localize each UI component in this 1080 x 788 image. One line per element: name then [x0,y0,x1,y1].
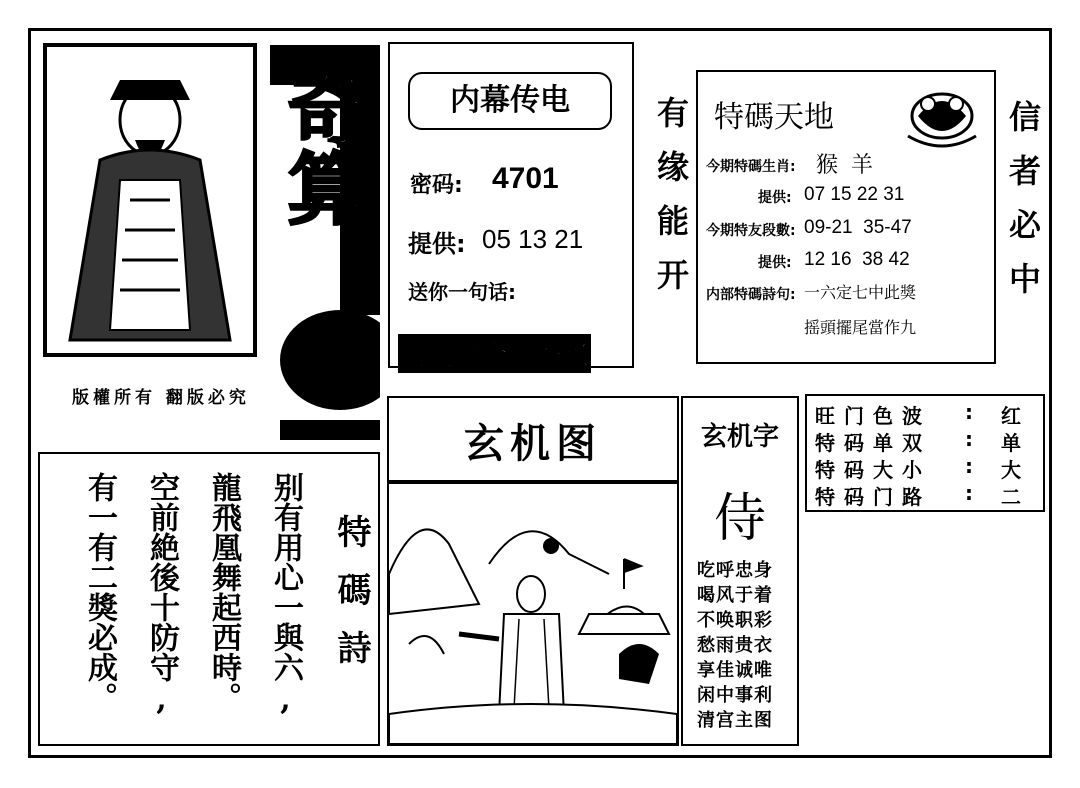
stats-table [805,394,1045,512]
shiju-line1: 一六定七中此獎 [804,283,917,302]
duanshu-value: 09-21 35-47 [804,217,912,238]
xuanjitu-picture [387,482,679,746]
tigong2-label: 提供: [758,255,792,271]
poem-column: 别有用心一與六, [268,472,303,717]
stats-row-value: 红 [1001,404,1021,428]
xuanjizi-char: 侍 [713,489,766,549]
xuanjizi-line: 喝风于着 [697,585,773,606]
stats-row-sep: : [965,481,973,505]
stats-row-value: 大 [1001,458,1021,482]
xuanjizi-line: 闲中事利 [697,685,773,706]
shiju-label: 内部特碼詩句: [706,287,796,303]
xuanjizi-panel [681,396,799,746]
tema-panel [696,70,996,364]
mima-label: 密码: [410,173,463,198]
shengxiao-label: 今期特碼生肖: [706,159,796,175]
phrase-label: 情投意合四季兴 [400,341,589,372]
xuanjizi-lines [697,558,773,733]
poem-column: 空前絶後十防守, [144,472,179,717]
xuanjizi-line: 不唤职彩 [697,610,773,631]
neimu-title: 内幕传电 [408,72,612,130]
tigong1-value: 07 15 22 31 [804,184,905,205]
poem-column: 有一有二獎必成。 [82,472,117,712]
poem-column: 龍飛凰舞起西時。 [206,472,241,712]
xuanjitu-title: 玄机图 [464,421,602,467]
xuanjizi-line: 吃呼忠身 [697,560,773,581]
stats-row-label: 特码单双 [815,431,931,455]
stats-row-value: 单 [1001,431,1021,455]
stats-row [815,427,1037,456]
deity-picture-panel [40,40,380,440]
xinzhe-text: 信者必中 [1004,100,1042,316]
poem-title: 特碼詩 [331,514,371,688]
stats-row-sep: : [965,400,973,424]
stats-row-label: 特码大小 [815,458,931,482]
stats-row-sep: : [965,427,973,451]
xuanjizi-line: 愁雨贵衣 [697,635,773,656]
stats-row-value: 二 [1001,485,1021,509]
stats-row [815,400,1037,429]
stats-row-label: 旺门色波 [815,404,931,428]
xuanjizi-title: 玄机字 [700,422,779,452]
stats-row-label: 特码门路 [815,485,931,509]
shengxiao-value: 猴 羊 [816,153,876,178]
tigong-label: 提供: [408,230,466,258]
tigong2-value: 12 16 38 42 [804,249,910,270]
copyright-notice: 版權所有 翻版必究 [72,388,250,408]
poem-panel [38,452,380,746]
shiju-line2: 摇頭擺尾當作九 [804,318,917,337]
xuanjizi-line: 清宫主图 [697,710,773,731]
xuanjizi-line: 享佳诚唯 [697,660,773,681]
phrase-text [398,334,591,373]
tigong-value: 05 13 21 [482,224,584,254]
tema-title: 特碼天地 [714,100,834,135]
neimu-panel [388,42,634,372]
mima-value: 4701 [492,162,559,195]
flower-icon [898,76,986,158]
scholar-illustration [389,484,677,744]
songni-label: 送你一句话: [408,280,516,304]
youyuan-text: 有缘能开 [652,96,690,312]
stats-row [815,454,1037,483]
duanshu-label: 今期特友段數: [706,223,796,239]
qi-suan-title: 奇算 [275,70,366,226]
stats-row [815,481,1037,510]
xuanjitu-header [387,396,679,482]
tigong1-label: 提供: [758,190,792,206]
stats-row-sep: : [965,454,973,478]
